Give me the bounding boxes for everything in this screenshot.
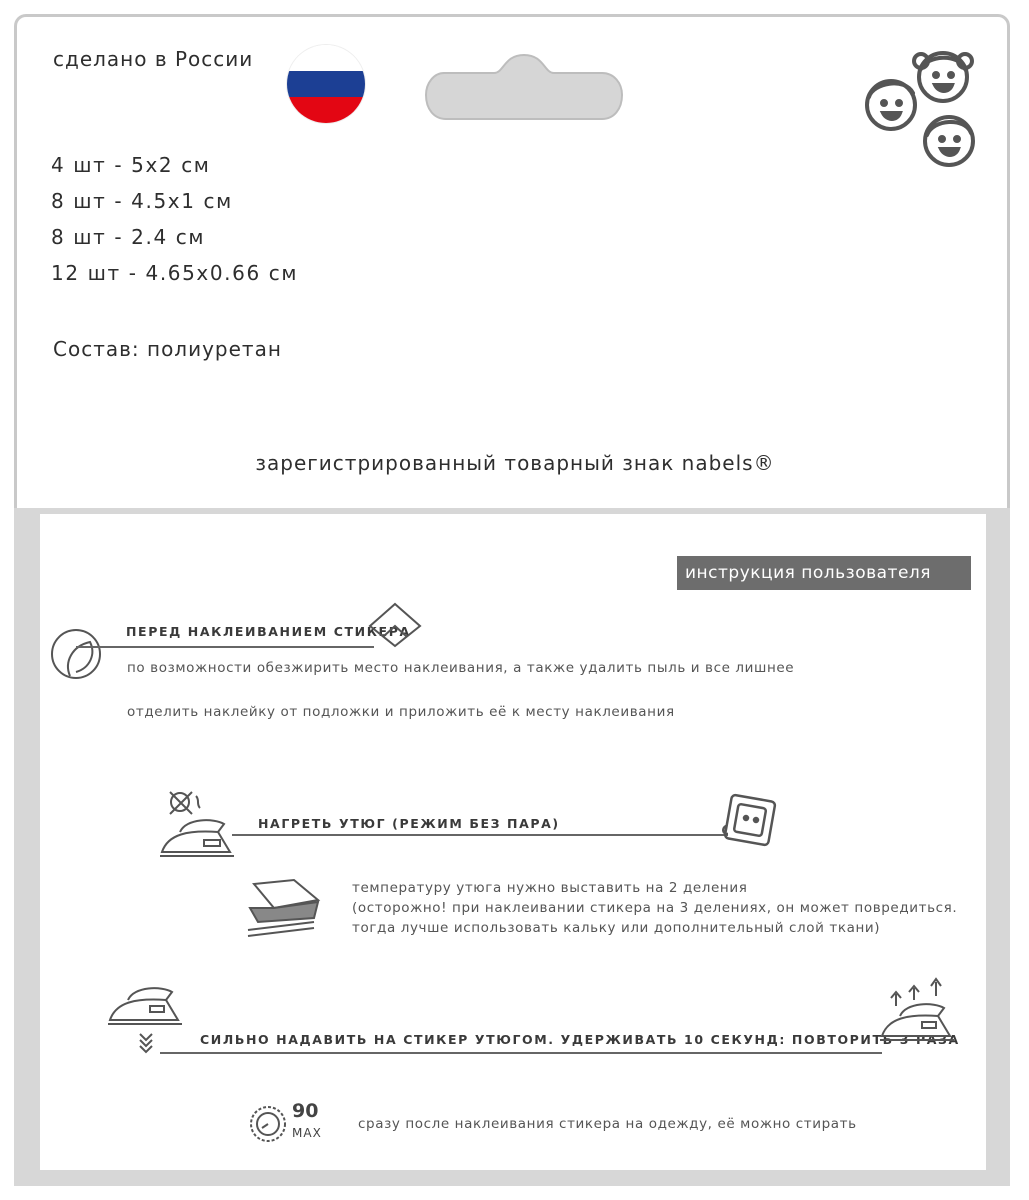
sticker-diamond-icon [368,602,422,648]
hang-hole-icon [424,53,624,123]
iron-icon [158,812,238,862]
iron-press-icon [106,984,186,1054]
size-item: 8 шт - 4.5x1 см [51,189,233,213]
size-item: 8 шт - 2.4 см [51,225,206,249]
trademark-label: зарегистрированный товарный знак nabels® [255,451,775,475]
product-card-top [14,14,1010,508]
step3-title: СИЛЬНО НАДАВИТЬ НА СТИКЕР УТЮГОМ. УДЕРЖИВАТЬ 10 СЕКУНД: ПОВТОРИТЬ 3 РАЗА [200,1032,960,1047]
composition-label: Состав: полиуретан [53,337,282,361]
power-outlet-icon [720,794,776,848]
wash-max-label: MAX [292,1126,322,1140]
sizes-list [51,147,298,291]
step2-text2: (осторожно! при наклеивании стикера на 3 делениях, он может повредиться. [352,900,958,916]
wash-text: сразу после наклеивания стикера на одежду, её можно стирать [358,1116,857,1132]
wash-temperature-icon [248,1104,288,1144]
made-in-label: сделано в России [53,47,254,71]
iron-lift-icon [878,976,958,1050]
instruction-badge: инструкция пользователя [677,556,971,590]
size-item: 12 шт - 4.65x0.66 см [51,261,299,285]
fabric-layers-icon [244,878,322,940]
step1-text1: по возможности обезжирить место наклеивания, а также удалить пыль и все лишнее [127,660,795,676]
step2-text1: температуру утюга нужно выставить на 2 деления [352,880,748,896]
step2-line [232,834,728,836]
step3-line [160,1052,882,1054]
wash-temp-value: 90 [292,1100,319,1122]
step1-line [76,646,374,648]
step1-text2: отделить наклейку от подложки и приложить её к месту наклеивания [127,704,675,720]
kids-faces-icon [855,37,995,177]
step2-title: НАГРЕТЬ УТЮГ (РЕЖИМ БЕЗ ПАРА) [258,816,560,831]
size-item: 4 шт - 5x2 см [51,153,211,177]
fabric-circle-icon [50,628,102,680]
step2-text3: тогда лучше использовать кальку или дополнительный слой ткани) [352,920,881,936]
step1-title: ПЕРЕД НАКЛЕИВАНИЕМ СТИКЕРА [126,624,411,639]
russia-flag-icon [287,45,365,123]
